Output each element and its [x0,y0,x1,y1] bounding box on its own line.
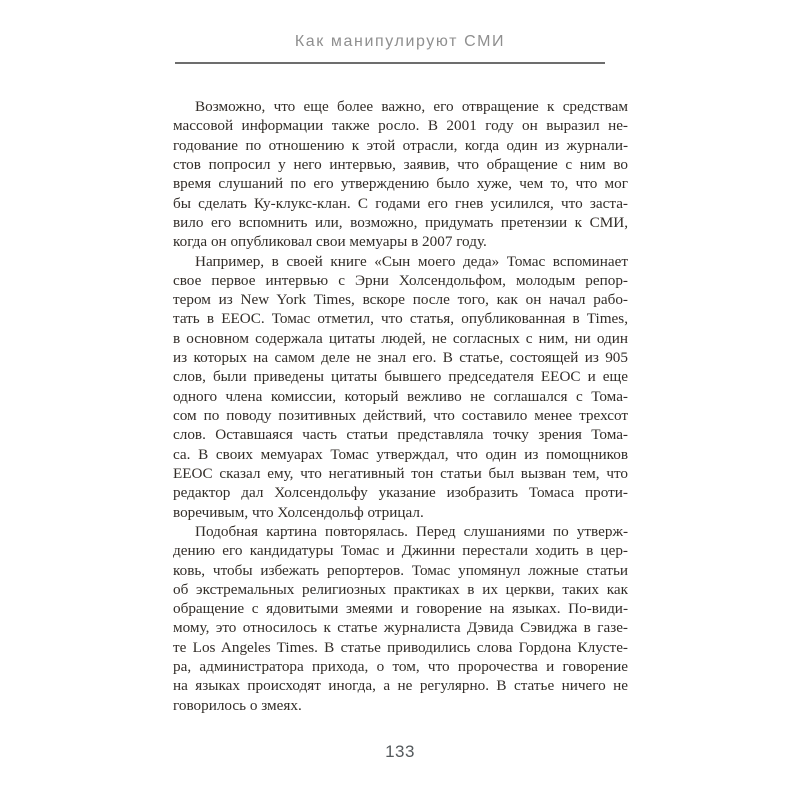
text-line: Возможно, что еще более важно, его отвращение к средствам [195,98,628,115]
running-header: Как манипулируют СМИ [294,33,506,50]
text-line: те Los Angeles Times. В статье приводились слова Гордона Клусте- [173,638,628,656]
paragraph [173,252,628,522]
text-line: об экстремальных религиозных практиках в их церкви, таких как [173,580,628,598]
text-line: вило его вспомнить или, возможно, придумать претензии к СМИ, [173,213,628,231]
text-line: ра, администратора прихода, о том, что пророчества и говорение [173,658,628,676]
text-line: когда он опубликовал свои мемуары в 2007 году. [173,233,487,251]
text-line: воречивым, что Холсендольф отрицал. [173,503,424,521]
text-line: обращение с ядовитыми змеями и говорение на языках. По-види- [173,600,628,618]
text-line: годование по отношению к этой отрасли, когда один из журнали- [173,136,628,154]
text-line: слов, были приведены цитаты бывшего председателя EEOC и еще [173,368,628,386]
text-line: са. В своих мемуарах Томас утверждал, что один из помощников [173,445,628,463]
paragraph [173,522,628,715]
body-text [173,97,628,715]
text-line: ковь, чтобы избежать репортеров. Томас упомянул ложные статьи [173,561,628,579]
header-rule [175,62,605,64]
text-line: тать в EEOC. Томас отметил, что статья, опубликованная в Times, [173,310,628,328]
text-line: массовой информации также росло. В 2001 году он выразил не- [173,117,628,135]
text-line: стов попросил у него интервью, заявив, что обращение с ним во [173,155,628,173]
text-line: в основном содержала цитаты людей, не согласных с ним, ни один [173,329,628,347]
text-line: на языках происходят иногда, а не регулярно. В статье ничего не [173,677,628,695]
text-line: свое первое интервью с Эрни Холсендольфом, молодым репор- [173,271,628,289]
text-line: EEOC сказал ему, что негативный тон статьи был вызван тем, что [173,464,628,482]
text-line: время слушаний по его утверждению было хуже, чем то, что мог [173,175,628,193]
text-line: бы сделать Ку-клукс-клан. С годами его гнев усилился, что заста- [173,194,628,212]
text-line: сом по поводу позитивных действий, что составило менее трехсот [173,407,628,424]
text-line: Например, в своей книге «Сын моего деда» Томас вспоминает [195,252,628,270]
text-line: редактор дал Холсендольфу указание изобразить Томаса проти- [173,484,628,502]
text-line: одного члена комиссии, который вежливо не соглашался с Тома- [173,387,628,405]
text-line: мому, это относилось к статье журналиста Дэвида Сэвиджа в газе- [173,619,628,637]
text-line: тером из New York Times, вскоре после того, как он начал рабо- [173,291,628,309]
text-line: из которых на самом деле не знал его. В статье, состоящей из 905 [173,349,628,367]
text-line: Подобная картина повторялась. Перед слушаниями по утверж- [195,522,628,540]
page-number: 133 [385,742,415,761]
paragraph [173,97,628,252]
text-line: слов. Оставшаяся часть статьи представляла точку зрения Тома- [173,426,628,444]
text-line: говорилось о змеях. [173,696,302,714]
text-line: дению его кандидатуры Томас и Джинни перестали ходить в цер- [173,542,628,560]
